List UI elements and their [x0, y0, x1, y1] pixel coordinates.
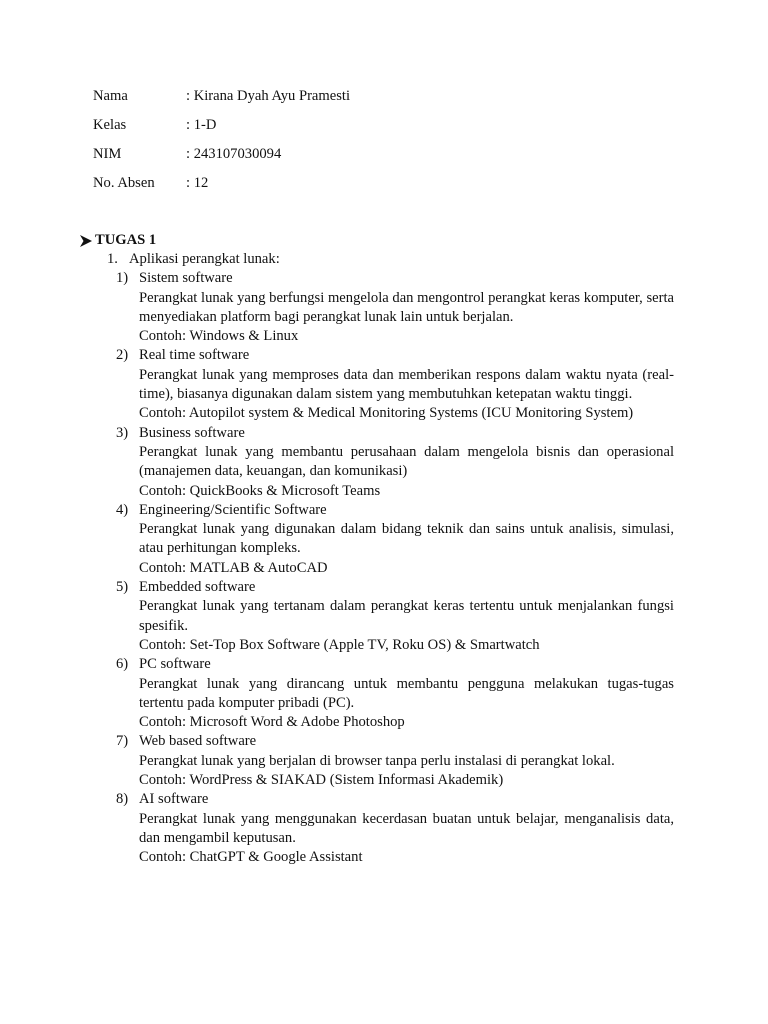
section-heading-text: TUGAS 1 [95, 232, 157, 248]
list-item-title: Sistem software [139, 270, 233, 287]
list-item [116, 346, 674, 423]
list-item-description: Perangkat lunak yang menggunakan kecerdasan buatan untuk belajar, menganalisis data, dan mengambil keputusan. [139, 810, 674, 846]
list-item [116, 578, 674, 655]
list-item-example: Contoh: WordPress & SIAKAD (Sistem Informasi Akademik) [139, 772, 504, 789]
list-item-title: PC software [139, 656, 211, 673]
identity-label: Kelas [93, 117, 127, 133]
list-item-number: 5) [116, 579, 129, 596]
list-item-number: 2) [116, 347, 129, 364]
list-item [116, 424, 674, 501]
list-item-example: Contoh: Autopilot system & Medical Monitoring Systems (ICU Monitoring System) [139, 405, 634, 422]
sub-list [116, 269, 674, 867]
list-item-description: Perangkat lunak yang digunakan dalam bidang teknik dan sains untuk analisis, simulasi, atau perhitungan kompleks. [139, 521, 674, 557]
list-item-example: Contoh: Windows & Linux [139, 328, 299, 345]
list-item-example: Contoh: ChatGPT & Google Assistant [139, 849, 363, 866]
list-item-description: Perangkat lunak yang berjalan di browser tanpa perlu instalasi di perangkat lokal. [139, 752, 615, 769]
identity-row-nim [93, 145, 350, 174]
list-item [116, 655, 674, 732]
list-item-description: Perangkat lunak yang berfungsi mengelola dan mengontrol perangkat keras komputer, serta menyediakan platform bagi perangkat lunak lain untuk berjalan. [139, 289, 674, 325]
list-item [116, 501, 674, 578]
identity-row-absen [93, 174, 350, 203]
main-list-number: 1. [107, 251, 118, 267]
list-item-example: Contoh: Set-Top Box Software (Apple TV, Roku OS) & Smartwatch [139, 636, 540, 653]
identity-label: Nama [93, 88, 128, 104]
list-item-number: 6) [116, 656, 129, 673]
list-item-title: Embedded software [139, 579, 256, 596]
list-item-description: Perangkat lunak yang tertanam dalam perangkat keras tertentu untuk menjalankan fungsi spesifik. [139, 598, 674, 634]
list-item-number: 3) [116, 424, 129, 441]
main-list-item [107, 250, 674, 269]
list-item-number: 4) [116, 501, 129, 518]
list-item-example: Contoh: QuickBooks & Microsoft Teams [139, 482, 381, 499]
list-item-title: Engineering/Scientific Software [139, 501, 327, 518]
list-item-title: Real time software [139, 347, 250, 364]
list-item-example: Contoh: Microsoft Word & Adobe Photoshop [139, 714, 405, 731]
main-list-title: Aplikasi perangkat lunak: [129, 251, 280, 267]
identity-block [93, 87, 350, 203]
section-heading [79, 231, 156, 250]
identity-label: No. Absen [93, 175, 155, 191]
list-item [116, 269, 674, 346]
list-item-number: 8) [116, 791, 129, 808]
identity-value: : 243107030094 [186, 146, 282, 162]
identity-value: : Kirana Dyah Ayu Pramesti [186, 88, 351, 104]
identity-row-name [93, 87, 350, 116]
list-item-title: AI software [139, 791, 209, 808]
identity-label: NIM [93, 146, 122, 162]
identity-row-class [93, 116, 350, 145]
list-item-example: Contoh: MATLAB & AutoCAD [139, 559, 328, 576]
list-item [116, 790, 674, 867]
list-item-description: Perangkat lunak yang memproses data dan memberikan respons dalam waktu nyata (real-time), biasanya digunakan dalam sistem yang membutuhkan ketepatan waktu tinggi. [139, 366, 674, 403]
list-item-title: Business software [139, 424, 245, 441]
list-item-number: 7) [116, 733, 129, 750]
identity-value: : 1-D [186, 117, 217, 133]
main-list [107, 250, 674, 868]
list-item [116, 732, 674, 790]
arrow-bullet-icon [79, 234, 93, 248]
list-item-number: 1) [116, 270, 129, 287]
list-item-description: Perangkat lunak yang dirancang untuk membantu pengguna melakukan tugas-tugas tertentu pada komputer pribadi (PC). [139, 675, 674, 711]
list-item-description: Perangkat lunak yang membantu perusahaan dalam mengelola bisnis dan operasional (manajemen data, keuangan, dan komunikasi) [139, 443, 674, 480]
list-item-title: Web based software [139, 733, 257, 750]
identity-value: : 12 [186, 175, 209, 191]
